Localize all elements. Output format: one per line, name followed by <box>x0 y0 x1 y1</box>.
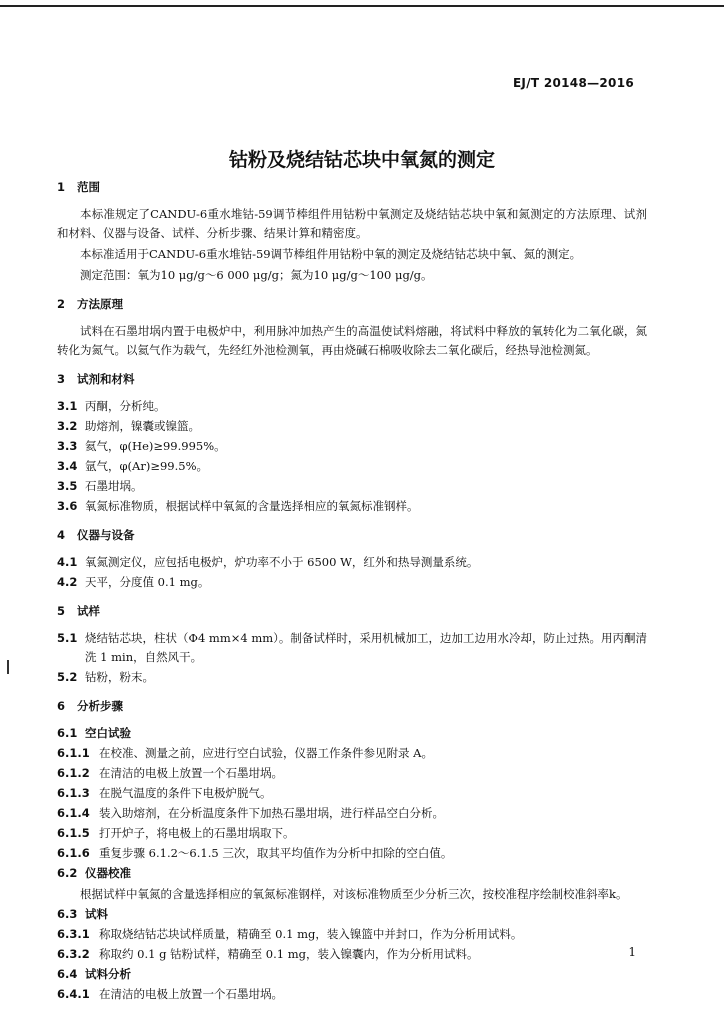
paragraph: 本标准适用于CANDU-6重水堆钴-59调节棒组件用钴粉中氧的测定及烧结钴芯块中氧、氮的测定。 <box>80 247 582 261</box>
list-item: 6.1.1 在校准、测量之前，应进行空白试验，仪器工作条件参见附录 A。 <box>57 746 433 760</box>
paragraph: 根据试样中氧氮的含量选择相应的氧氮标准钢样，对该标准物质至少分析三次，按校准程序绘制校准斜率k。 <box>80 887 628 901</box>
list-item: 6.3.1 称取烧结钴芯块试样质量，精确至 0.1 mg，装入镍篮中并封口，作为分析用试料。 <box>57 927 523 941</box>
list-item: 6.1.4 装入助熔剂，在分析温度条件下加热石墨坩埚，进行样品空白分析。 <box>57 806 444 820</box>
paragraph: 试料在石墨坩埚内置于电极炉中，利用脉冲加热产生的高温使试料熔融，将试料中释放的氧转化为二氧化碳，氮转化为氮气。以氦气作为载气，先经红外池检测氧，再由烧碱石棉吸收除去二氧化碳后，经热导池检测氮。 <box>57 324 647 357</box>
list-item: 6.3.2 称取约 0.1 g 钴粉试样，精确至 0.1 mg，装入镍囊内，作为分析用试料。 <box>57 947 479 961</box>
list-item: 6.4.1 在清洁的电极上放置一个石墨坩埚。 <box>57 987 283 1001</box>
list-item: 3.2 助熔剂，镍囊或镍篮。 <box>57 419 200 433</box>
section-heading-6: 6 分析步骤 <box>57 699 124 713</box>
margin-mark <box>7 660 9 674</box>
list-item: 5.2 钴粉，粉末。 <box>57 670 154 684</box>
page-number: 1 <box>628 945 636 959</box>
paragraph: 本标准规定了CANDU-6重水堆钴-59调节棒组件用钴粉中氧测定及烧结钴芯块中氧和氮测定的方法原理、试剂和材料、仪器与设备、试样、分析步骤、结果计算和精密度。 <box>57 207 647 240</box>
list-item: 3.5 石墨坩埚。 <box>57 479 143 493</box>
paragraph: 测定范围：氧为10 μg/g～6 000 μg/g；氮为10 μg/g～100 μg/g。 <box>80 268 433 282</box>
list-item: 6.1.5 打开炉子，将电极上的石墨坩埚取下。 <box>57 826 295 840</box>
list-item: 6.1.2 在清洁的电极上放置一个石墨坩埚。 <box>57 766 283 780</box>
section-heading-1: 1 范围 <box>57 180 101 194</box>
subsection-heading: 6.2 仪器校准 <box>57 866 131 880</box>
list-item: 6.1.3 在脱气温度的条件下电极炉脱气。 <box>57 786 272 800</box>
list-item: 6.1.6 重复步骤 6.1.2～6.1.5 三次，取其平均值作为分析中扣除的空白值。 <box>57 846 453 860</box>
list-item: 4.1 氧氮测定仪，应包括电极炉，炉功率不小于 6500 W，红外和热导测量系统。 <box>57 555 479 569</box>
section-heading-2: 2 方法原理 <box>57 297 124 311</box>
document-number: EJ/T 20148—2016 <box>512 76 634 90</box>
top-rule <box>0 5 724 7</box>
document-body <box>57 178 647 1004</box>
section-heading-4: 4 仪器与设备 <box>57 528 135 542</box>
list-item: 3.6 氧氮标准物质，根据试样中氧氮的含量选择相应的氧氮标准钢样。 <box>57 499 419 513</box>
list-item: 4.2 天平，分度值 0.1 mg。 <box>57 575 210 589</box>
list-item: 3.4 氩气，φ(Ar)≥99.5%。 <box>57 459 208 473</box>
section-heading-3: 3 试剂和材料 <box>57 372 135 386</box>
subsection-heading: 6.3 试料 <box>57 907 108 921</box>
list-item: 3.1 丙酮，分析纯。 <box>57 399 166 413</box>
subsection-heading: 6.4 试料分析 <box>57 967 131 981</box>
list-item: 5.1 烧结钴芯块，柱状（Φ4 mm×4 mm）。制备试样时，采用机械加工，边加工边用水冷却，防止过热。用丙酮清洗 1 min，自然风干。 <box>57 631 647 664</box>
page-title: 钴粉及烧结钴芯块中氧氮的测定 <box>228 149 495 171</box>
list-item: 3.3 氦气，φ(He)≥99.995%。 <box>57 439 226 453</box>
subsection-heading: 6.1 空白试验 <box>57 726 131 740</box>
section-heading-5: 5 试样 <box>57 604 101 618</box>
